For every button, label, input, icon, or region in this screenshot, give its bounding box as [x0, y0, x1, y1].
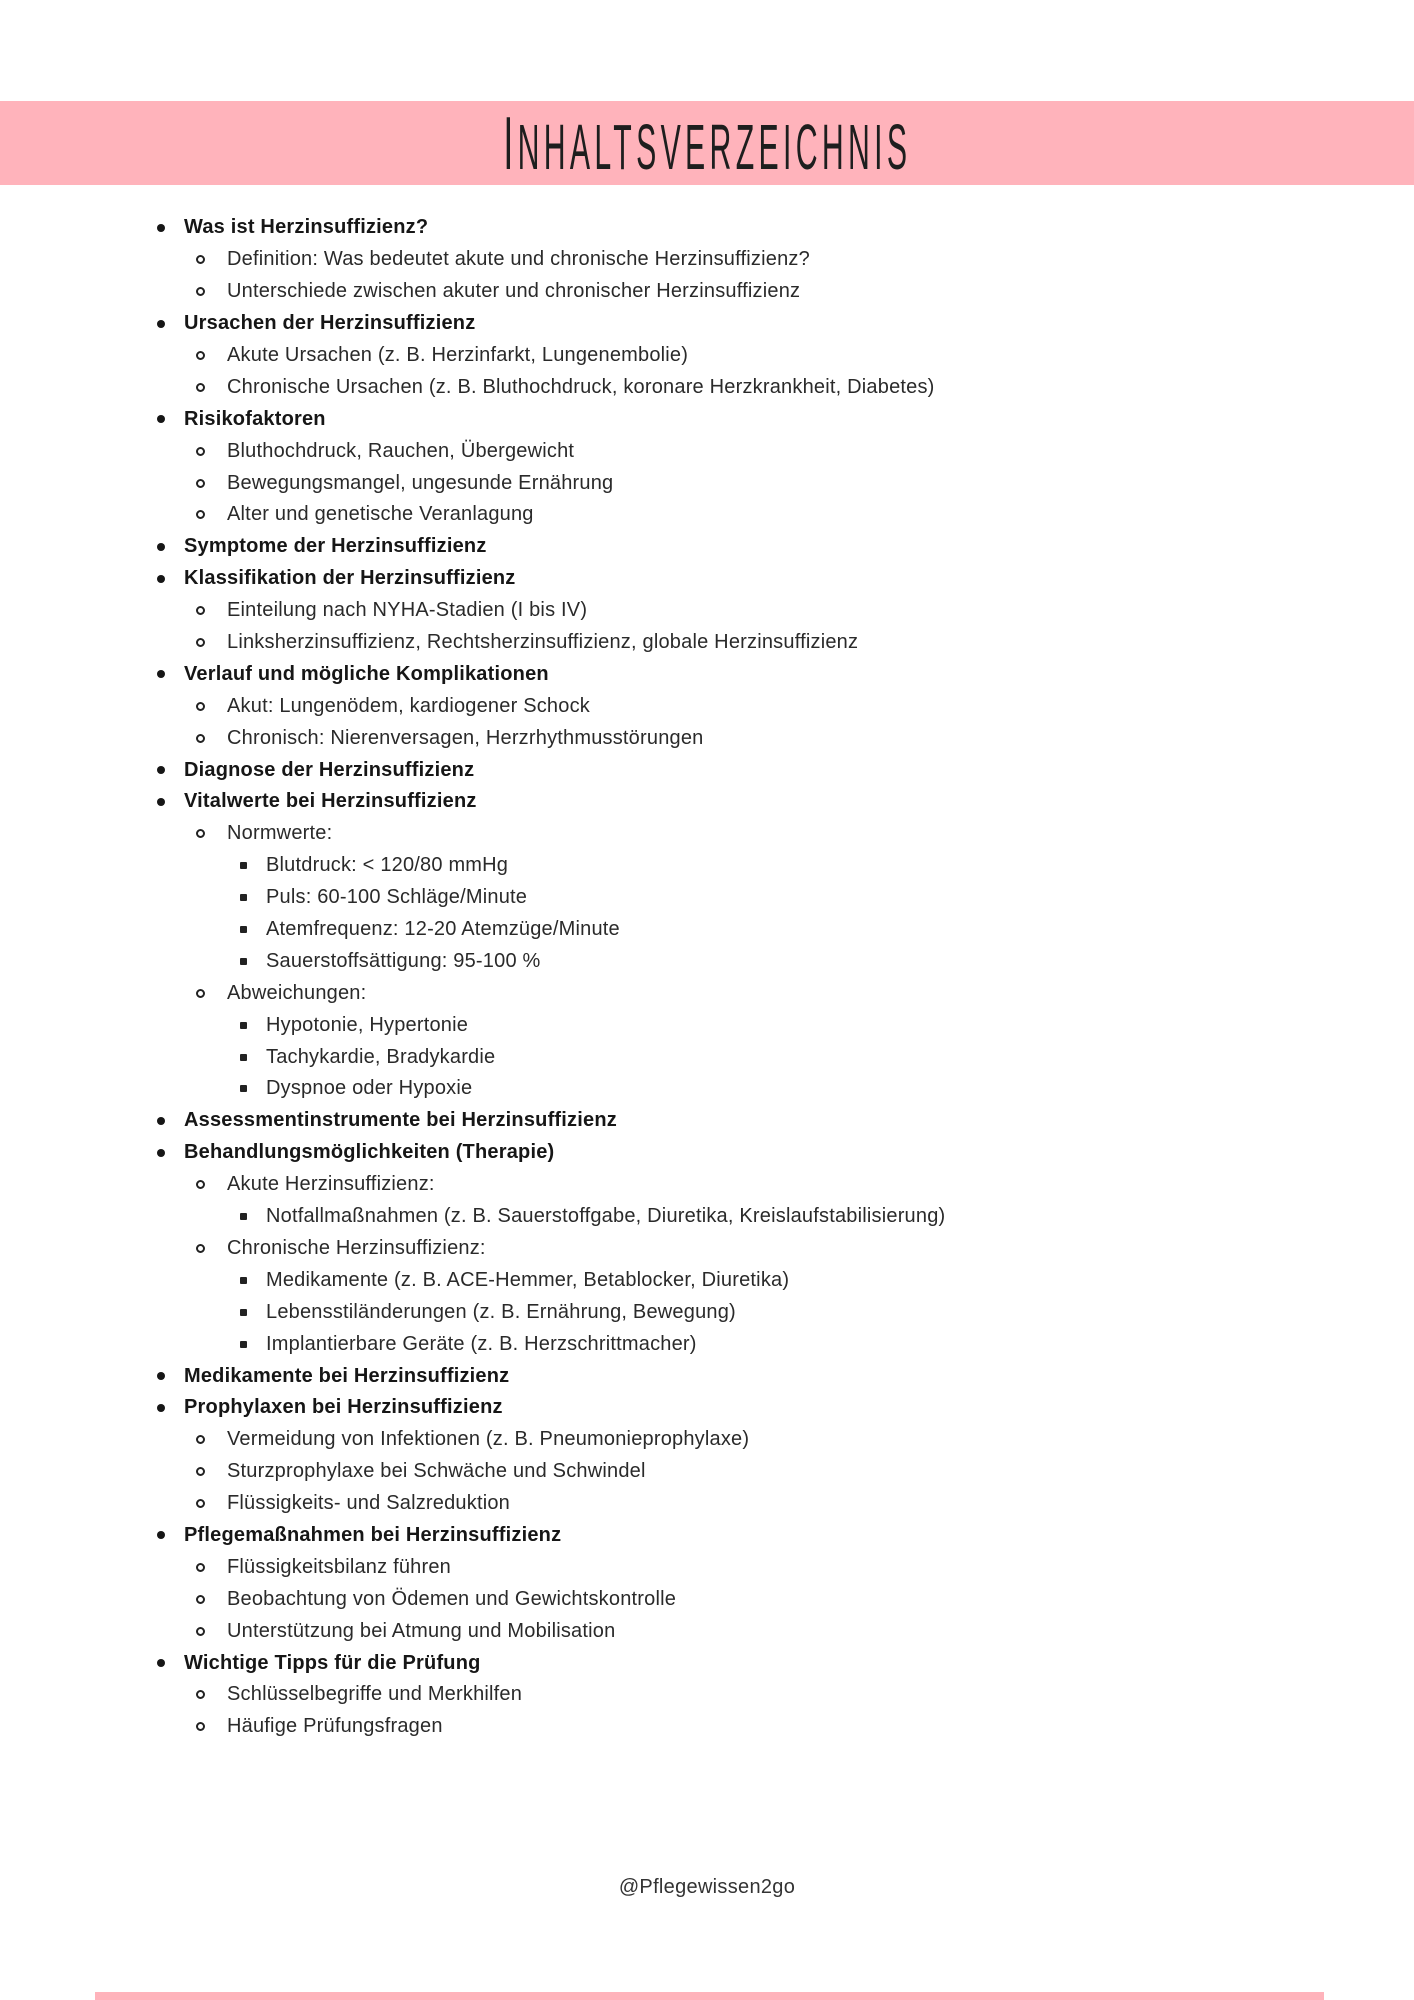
toc-item-level-1	[0, 403, 1414, 435]
toc-item-level-1	[0, 1520, 1414, 1552]
toc-item-label: Unterstützung bei Atmung und Mobilisation	[227, 1619, 616, 1642]
disc-bullet-icon	[157, 543, 165, 551]
toc-item-label: Definition: Was bedeutet akute und chronische Herzinsuffizienz?	[227, 248, 810, 271]
square-bullet-icon	[240, 1022, 247, 1029]
toc-item-level-2	[0, 690, 1414, 722]
page-header-banner	[0, 101, 1414, 185]
toc-item-label: Puls: 60-100 Schläge/Minute	[266, 886, 528, 909]
page-title: INHALTSVERZEICHNIS	[502, 100, 912, 186]
table-of-contents	[0, 212, 1414, 1743]
toc-item-level-1	[0, 531, 1414, 563]
square-bullet-icon	[240, 1341, 247, 1348]
toc-item-label: Einteilung nach NYHA-Stadien (I bis IV)	[227, 599, 588, 622]
toc-item-label: Akute Herzinsuffizienz:	[227, 1173, 435, 1196]
toc-item-label: Risikofaktoren	[184, 407, 326, 430]
circle-bullet-icon	[196, 1244, 205, 1253]
circle-bullet-icon	[196, 351, 205, 360]
toc-item-level-2	[0, 1583, 1414, 1615]
toc-item-label: Unterschiede zwischen akuter und chronischer Herzinsuffizienz	[227, 280, 801, 303]
toc-item-label: Atemfrequenz: 12-20 Atemzüge/Minute	[266, 918, 620, 941]
square-bullet-icon	[240, 862, 247, 869]
toc-item-label: Tachykardie, Bradykardie	[266, 1045, 496, 1068]
square-bullet-icon	[240, 1085, 247, 1092]
toc-item-level-3	[0, 1041, 1414, 1073]
toc-item-level-1	[0, 754, 1414, 786]
disc-bullet-icon	[157, 1372, 165, 1380]
circle-bullet-icon	[196, 447, 205, 456]
circle-bullet-icon	[196, 734, 205, 743]
toc-item-level-1	[0, 1392, 1414, 1424]
toc-item-level-3	[0, 1009, 1414, 1041]
toc-item-label: Vitalwerte bei Herzinsuffizienz	[184, 790, 477, 813]
toc-item-level-2	[0, 595, 1414, 627]
toc-item-level-1	[0, 1137, 1414, 1169]
toc-item-label: Bluthochdruck, Rauchen, Übergewicht	[227, 439, 575, 462]
square-bullet-icon	[240, 926, 247, 933]
toc-item-label: Chronische Herzinsuffizienz:	[227, 1236, 486, 1259]
toc-item-level-2	[0, 1488, 1414, 1520]
toc-item-level-2	[0, 818, 1414, 850]
toc-item-level-3	[0, 850, 1414, 882]
toc-item-label: Lebensstiländerungen (z. B. Ernährung, Bewegung)	[266, 1300, 736, 1323]
toc-item-label: Linksherzinsuffizienz, Rechtsherzinsuffizienz, globale Herzinsuffizienz	[227, 631, 859, 654]
toc-item-level-1	[0, 786, 1414, 818]
toc-item-level-2	[0, 499, 1414, 531]
toc-item-level-2	[0, 627, 1414, 659]
toc-item-level-2	[0, 1679, 1414, 1711]
toc-item-level-2	[0, 435, 1414, 467]
toc-item-label: Häufige Prüfungsfragen	[227, 1715, 443, 1738]
disc-bullet-icon	[157, 575, 165, 583]
toc-item-label: Beobachtung von Ödemen und Gewichtskontrolle	[227, 1587, 677, 1610]
toc-item-label: Hypotonie, Hypertonie	[266, 1013, 469, 1036]
circle-bullet-icon	[196, 1499, 205, 1508]
circle-bullet-icon	[196, 1563, 205, 1572]
toc-item-label: Flüssigkeitsbilanz führen	[227, 1555, 451, 1578]
toc-item-label: Akut: Lungenödem, kardiogener Schock	[227, 694, 590, 717]
instagram-handle: @Pflegewissen2go	[618, 1876, 796, 1898]
toc-item-label: Notfallmaßnahmen (z. B. Sauerstoffgabe, Diuretika, Kreislaufstabilisierung)	[266, 1205, 946, 1228]
toc-item-level-3	[0, 1296, 1414, 1328]
next-page-banner-edge	[95, 1992, 1324, 2000]
toc-item-label: Blutdruck: < 120/80 mmHg	[266, 854, 509, 877]
toc-item-label: Prophylaxen bei Herzinsuffizienz	[184, 1396, 503, 1419]
toc-item-label: Symptome der Herzinsuffizienz	[184, 535, 487, 558]
disc-bullet-icon	[157, 798, 165, 806]
toc-item-label: Bewegungsmangel, ungesunde Ernährung	[227, 471, 614, 494]
toc-item-level-3	[0, 1264, 1414, 1296]
toc-item-label: Sauerstoffsättigung: 95-100 %	[266, 949, 541, 972]
toc-item-label: Vermeidung von Infektionen (z. B. Pneumonieprophylaxe)	[227, 1428, 750, 1451]
disc-bullet-icon	[157, 320, 165, 328]
toc-item-level-2	[0, 371, 1414, 403]
toc-item-level-2	[0, 1456, 1414, 1488]
toc-item-label: Verlauf und mögliche Komplikationen	[184, 662, 549, 685]
toc-item-level-2	[0, 1711, 1414, 1743]
toc-item-level-1	[0, 1647, 1414, 1679]
toc-item-level-2	[0, 244, 1414, 276]
toc-item-label: Chronische Ursachen (z. B. Bluthochdruck, koronare Herzkrankheit, Diabetes)	[227, 375, 935, 398]
toc-item-level-1	[0, 1360, 1414, 1392]
toc-item-level-1	[0, 563, 1414, 595]
toc-item-level-2	[0, 1169, 1414, 1201]
toc-item-label: Implantierbare Geräte (z. B. Herzschrittmacher)	[266, 1332, 697, 1355]
toc-item-label: Normwerte:	[227, 822, 333, 845]
toc-item-level-2	[0, 1424, 1414, 1456]
toc-item-level-3	[0, 1073, 1414, 1105]
disc-bullet-icon	[157, 224, 165, 232]
square-bullet-icon	[240, 1213, 247, 1220]
circle-bullet-icon	[196, 1595, 205, 1604]
square-bullet-icon	[240, 1309, 247, 1316]
toc-item-level-3	[0, 1201, 1414, 1233]
toc-item-label: Schlüsselbegriffe und Merkhilfen	[227, 1683, 523, 1706]
square-bullet-icon	[240, 1054, 247, 1061]
toc-item-level-2	[0, 1615, 1414, 1647]
circle-bullet-icon	[196, 989, 205, 998]
toc-item-label: Was ist Herzinsuffizienz?	[184, 216, 429, 239]
toc-item-level-1	[0, 308, 1414, 340]
square-bullet-icon	[240, 958, 247, 965]
toc-item-label: Diagnose der Herzinsuffizienz	[184, 758, 475, 781]
toc-item-level-2	[0, 340, 1414, 372]
toc-item-level-3	[0, 914, 1414, 946]
disc-bullet-icon	[157, 1404, 165, 1412]
toc-item-level-1	[0, 1105, 1414, 1137]
toc-item-level-2	[0, 977, 1414, 1009]
circle-bullet-icon	[196, 383, 205, 392]
toc-item-level-1	[0, 658, 1414, 690]
toc-item-label: Behandlungsmöglichkeiten (Therapie)	[184, 1141, 555, 1164]
toc-item-label: Wichtige Tipps für die Prüfung	[184, 1651, 481, 1674]
circle-bullet-icon	[196, 638, 205, 647]
toc-item-level-2	[0, 467, 1414, 499]
toc-item-label: Chronisch: Nierenversagen, Herzrhythmusstörungen	[227, 726, 704, 749]
toc-item-label: Flüssigkeits- und Salzreduktion	[227, 1492, 510, 1515]
toc-item-level-2	[0, 1551, 1414, 1583]
toc-item-level-3	[0, 1328, 1414, 1360]
disc-bullet-icon	[157, 1659, 165, 1667]
toc-item-label: Pflegemaßnahmen bei Herzinsuffizienz	[184, 1523, 562, 1546]
circle-bullet-icon	[196, 702, 205, 711]
toc-item-label: Akute Ursachen (z. B. Herzinfarkt, Lungenembolie)	[227, 344, 689, 366]
toc-item-label: Ursachen der Herzinsuffizienz	[184, 312, 476, 335]
toc-item-level-2	[0, 722, 1414, 754]
toc-item-level-2	[0, 276, 1414, 308]
toc-item-label: Medikamente (z. B. ACE-Hemmer, Betablocker, Diuretika)	[266, 1268, 790, 1291]
disc-bullet-icon	[157, 1117, 165, 1125]
toc-item-label: Sturzprophylaxe bei Schwäche und Schwindel	[227, 1460, 646, 1483]
square-bullet-icon	[240, 894, 247, 901]
toc-item-label: Klassifikation der Herzinsuffizienz	[184, 567, 516, 590]
circle-bullet-icon	[196, 1627, 205, 1636]
toc-item-level-2	[0, 1233, 1414, 1265]
toc-item-label: Dyspnoe oder Hypoxie	[266, 1077, 473, 1100]
toc-item-level-3	[0, 882, 1414, 914]
disc-bullet-icon	[157, 1149, 165, 1157]
toc-item-level-3	[0, 945, 1414, 977]
toc-item-label: Assessmentinstrumente bei Herzinsuffizienz	[184, 1109, 617, 1132]
square-bullet-icon	[240, 1277, 247, 1284]
toc-item-label: Alter und genetische Veranlagung	[227, 503, 534, 526]
toc-item-label: Medikamente bei Herzinsuffizienz	[184, 1364, 510, 1387]
toc-item-level-1	[0, 212, 1414, 244]
toc-item-label: Abweichungen:	[227, 981, 367, 1004]
circle-bullet-icon	[196, 479, 205, 488]
